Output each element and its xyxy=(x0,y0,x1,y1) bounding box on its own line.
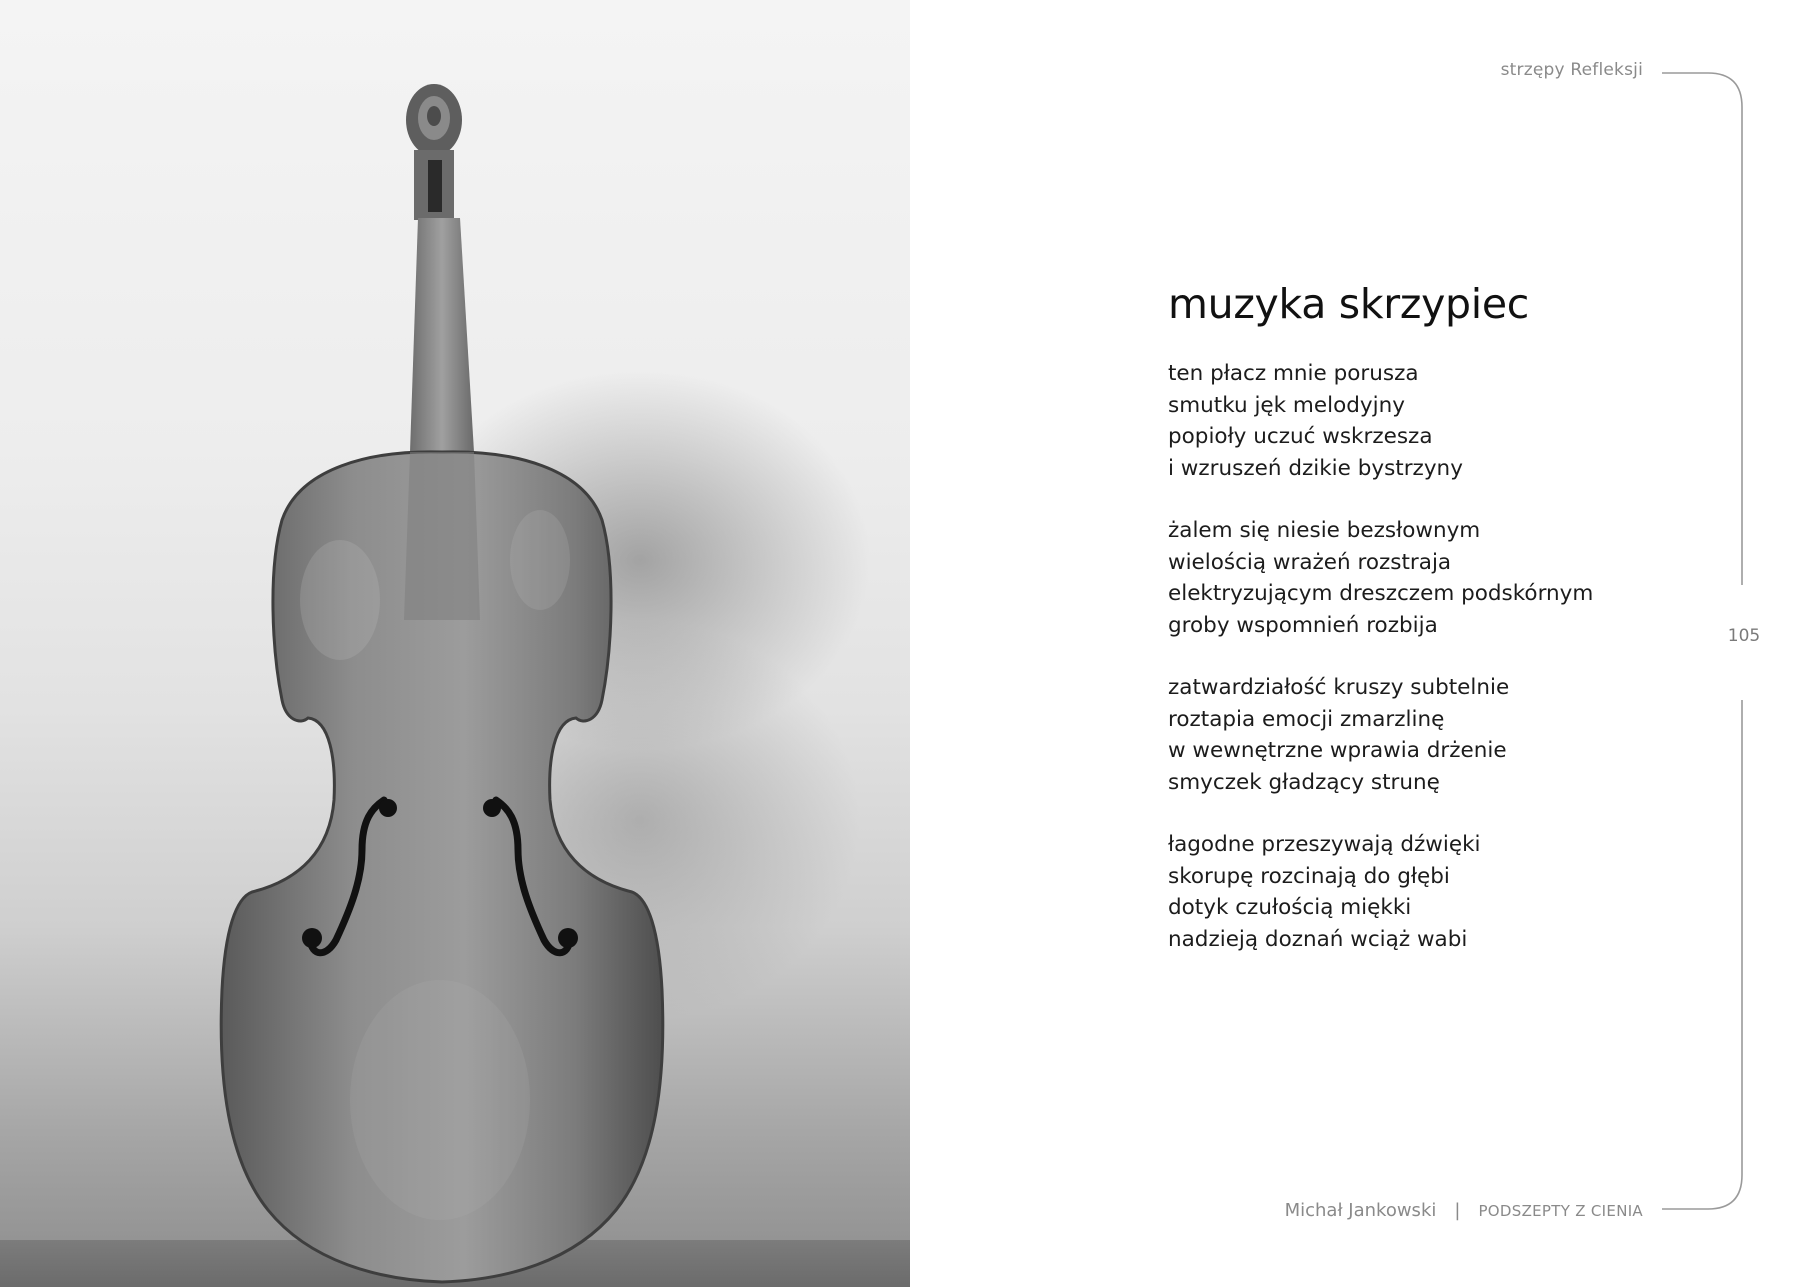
running-head: strzępy Refleksji xyxy=(1500,60,1643,80)
page-footer xyxy=(1285,1200,1643,1221)
stanza xyxy=(1168,358,1688,484)
poem-line: wielością wrażeń rozstraja xyxy=(1168,549,1452,575)
poem-line: w wewnętrzne wprawia drżenie xyxy=(1168,738,1507,763)
poem-line: popioły uczuć wskrzesza xyxy=(1168,424,1433,449)
stanza xyxy=(1168,672,1688,798)
violin-neck xyxy=(410,218,474,452)
poem-line: i wzruszeń dzikie bystrzyny xyxy=(1168,455,1463,481)
page-number: 105 xyxy=(1727,626,1761,646)
poem-title: muzyka skrzypiec xyxy=(1168,280,1530,328)
poem-line: nadzieją doznań wciąż wabi xyxy=(1168,926,1468,952)
poem-line: smutku jęk melodyjny xyxy=(1168,392,1405,418)
poem xyxy=(1168,280,1688,986)
footer-author: Michał Jankowski xyxy=(1284,1200,1437,1221)
stanza xyxy=(1168,829,1688,955)
poem-line: dotyk czułością miękki xyxy=(1168,895,1412,920)
violin-scroll xyxy=(406,84,462,220)
poem-line: roztapia emocji zmarzlinę xyxy=(1168,706,1445,732)
poem-line: groby wspomnień rozbija xyxy=(1168,612,1438,638)
poem-line: skorupę rozcinają do głębi xyxy=(1168,863,1450,889)
footer-separator: | xyxy=(1454,1200,1461,1221)
footer-book-title: PODSZEPTY Z CIENIA xyxy=(1478,1202,1643,1220)
poem-line: żalem się niesie bezsłownym xyxy=(1168,518,1481,543)
stanza xyxy=(1168,515,1688,641)
poem-line: elektryzującym dreszczem podskórnym xyxy=(1168,581,1594,606)
poem-line: smyczek gładzący strunę xyxy=(1168,769,1440,795)
poem-line: ten płacz mnie porusza xyxy=(1168,361,1419,386)
poem-line: łagodne przeszywają dźwięki xyxy=(1168,832,1481,857)
poem-line: zatwardziałość kruszy subtelnie xyxy=(1168,675,1510,700)
